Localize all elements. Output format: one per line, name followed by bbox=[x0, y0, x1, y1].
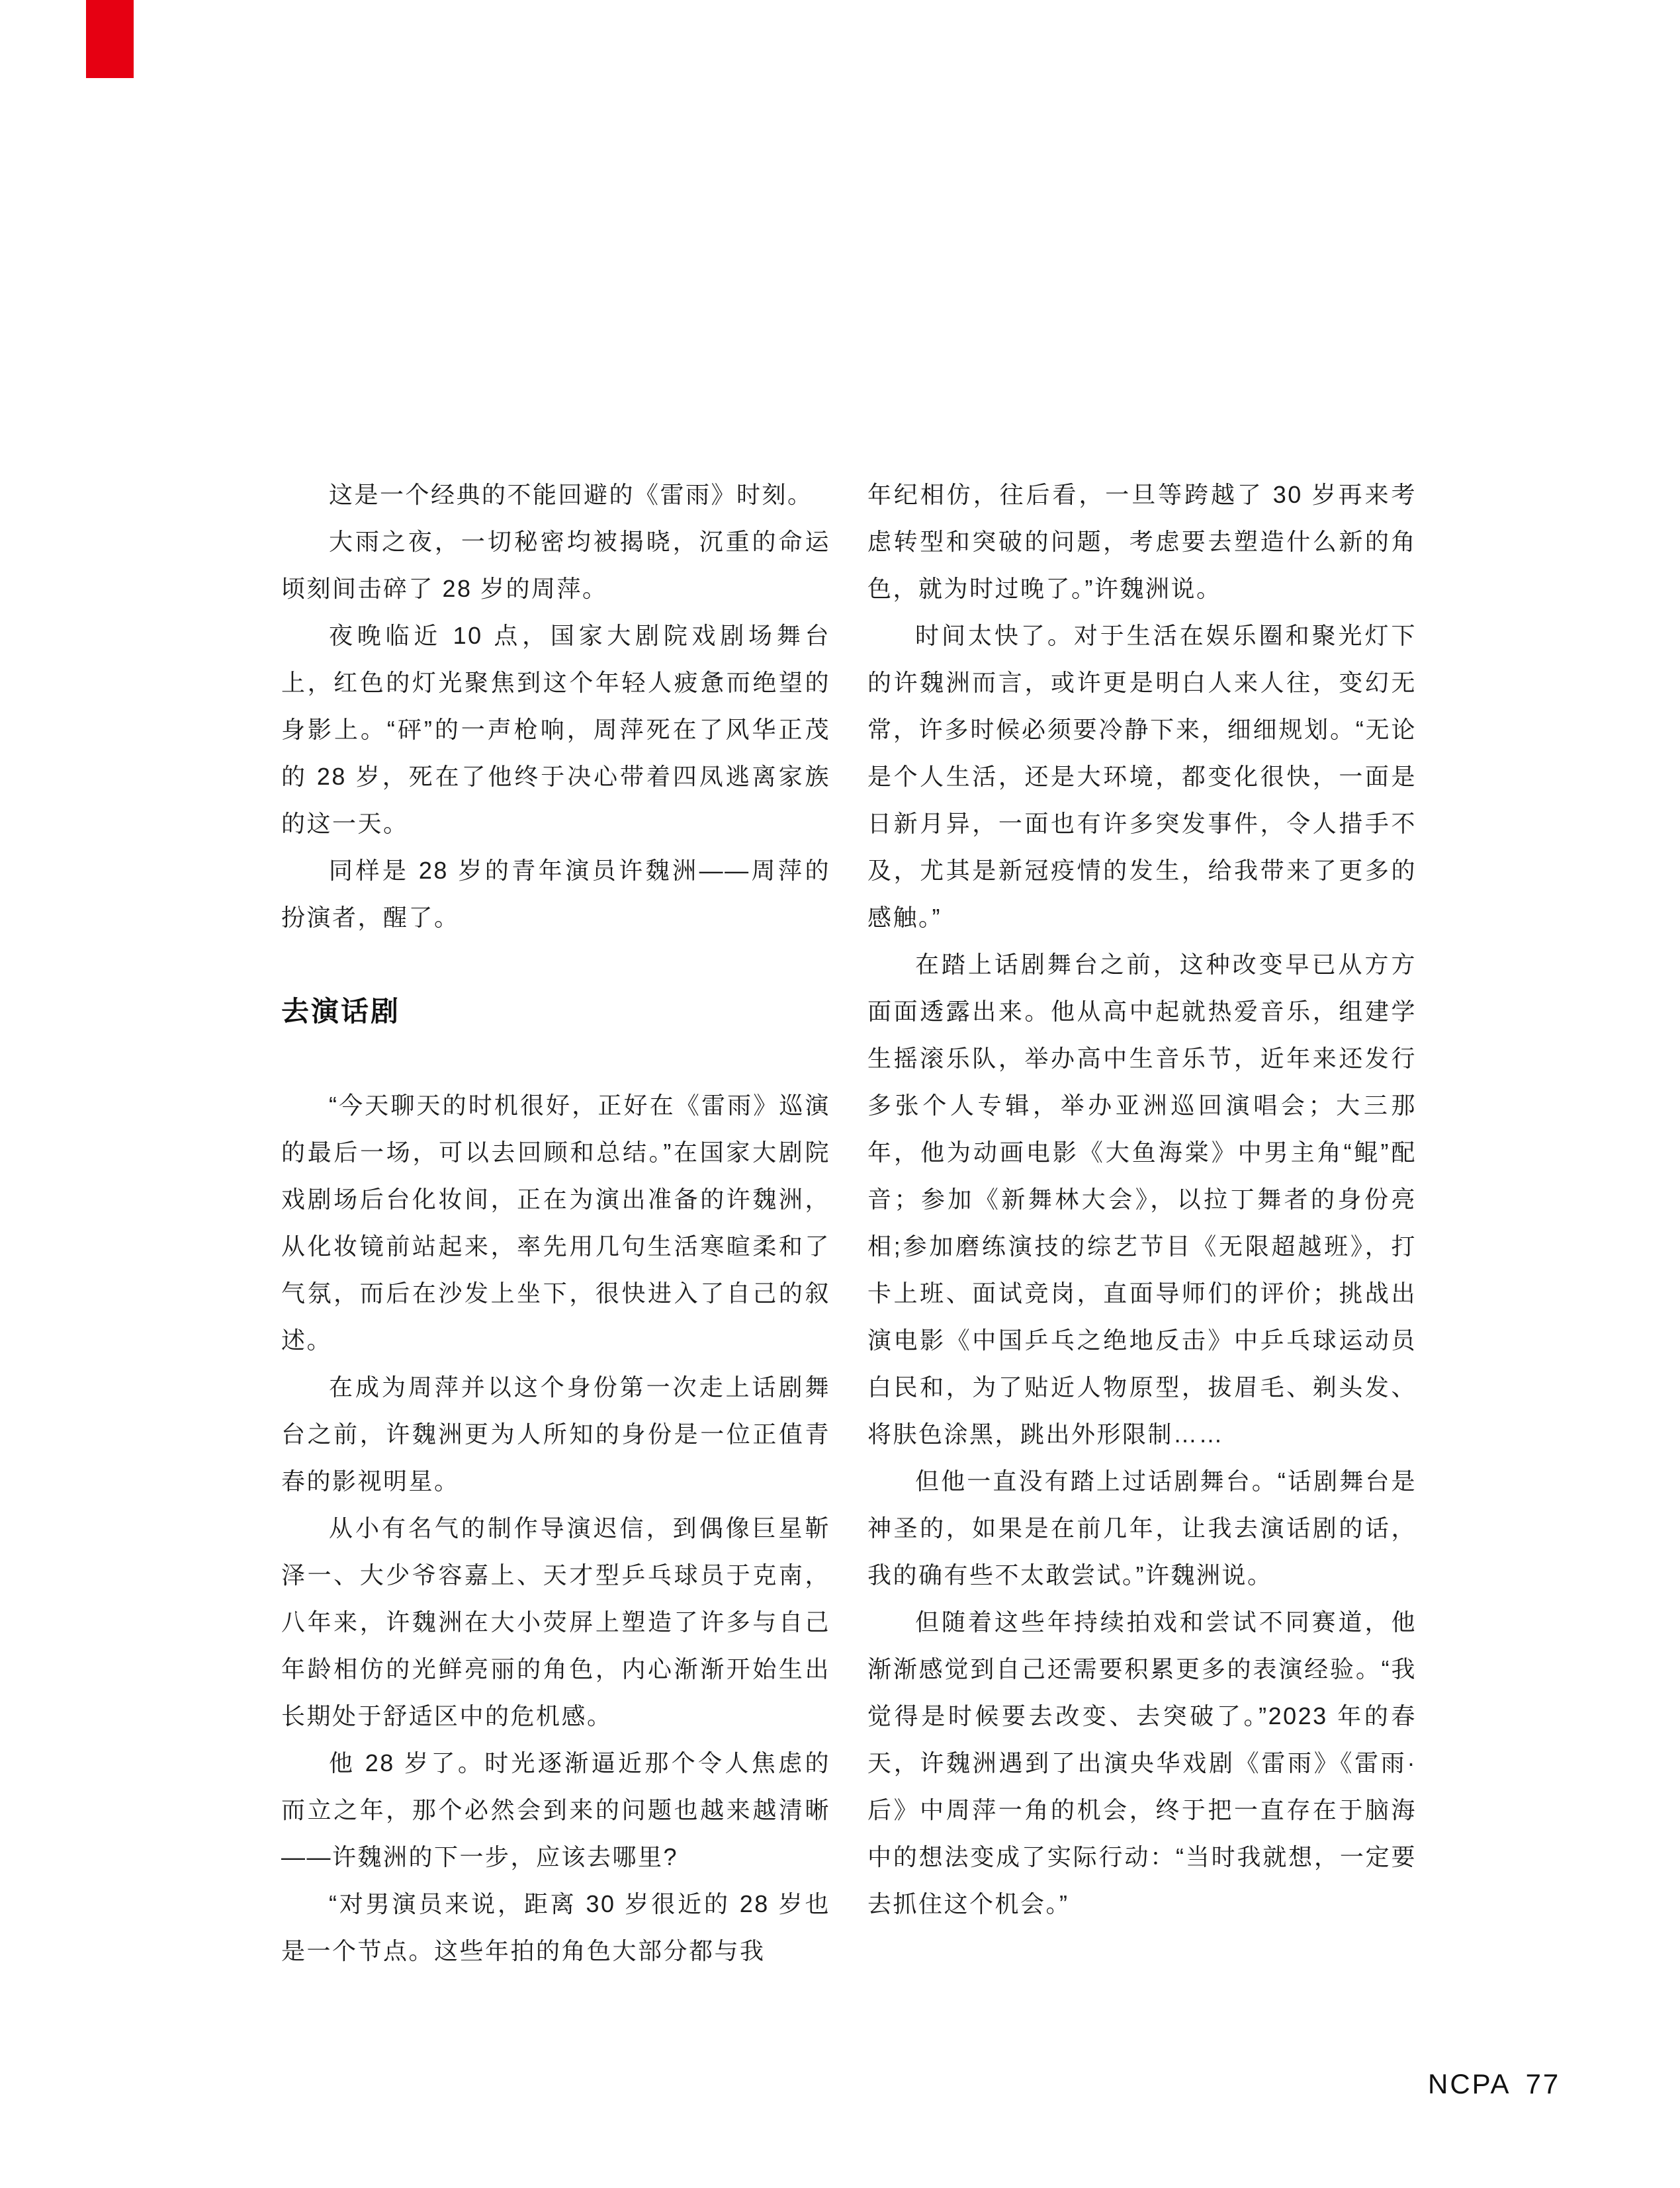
paragraph: 这是一个经典的不能回避的《雷雨》时刻。 bbox=[329, 481, 813, 508]
paragraph: “今天聊天的时机很好，正好在《雷雨》巡演的最后一场，可以去回顾和总结。”在国家大剧院戏剧场后台化妆间，正在为演出准备的许魏洲，从化妆镜前站起来，率先用几句生活寒暄柔和了气氛，而后在沙发上坐下，很快进入了自己的叙述。 bbox=[281, 1092, 830, 1354]
red-corner-mark bbox=[86, 0, 134, 78]
paragraph: 大雨之夜，一切秘密均被揭晓，沉重的命运顷刻间击碎了 28 岁的周萍。 bbox=[281, 528, 830, 602]
paragraph: 从小有名气的制作导演迟信，到偶像巨星靳泽一、大少爷容嘉上、天才型乒乓球员于克南，八年来，许魏洲在大小荧屏上塑造了许多与自己年龄相仿的光鲜亮丽的角色，内心渐渐开始生出长期处于舒适区中的危机感。 bbox=[281, 1514, 830, 1729]
paragraph: 但他一直没有踏上过话剧舞台。“话剧舞台是神圣的，如果是在前几年，让我去演话剧的话，我的确有些不太敢尝试。”许魏洲说。 bbox=[867, 1467, 1417, 1589]
paragraph: 在成为周萍并以这个身份第一次走上话剧舞台之前，许魏洲更为人所知的身份是一位正值青春的影视明星。 bbox=[281, 1374, 830, 1495]
paragraph: 夜晚临近 10 点，国家大剧院戏剧场舞台上，红色的灯光聚焦到这个年轻人疲惫而绝望的身影上。“砰”的一声枪响，周萍死在了风华正茂的 28 岁，死在了他终于决心带着四凤逃离家族的这一天。 bbox=[281, 622, 830, 837]
paragraph: 同样是 28 岁的青年演员许魏洲——周萍的扮演者，醒了。 bbox=[281, 857, 830, 931]
paragraph-continuation: 年纪相仿，往后看，一旦等跨越了 30 岁再来考虑转型和突破的问题，考虑要去塑造什么新的角色，就为时过晚了。”许魏洲说。 bbox=[867, 481, 1417, 602]
paragraph: 时间太快了。对于生活在娱乐圈和聚光灯下的许魏洲而言，或许更是明白人来人往，变幻无常，许多时候必须要冷静下来，细细规划。“无论是个人生活，还是大环境，都变化很快，一面是日新月异，一面也有许多突发事件，令人措手不及，尤其是新冠疫情的发生，给我带来了更多的感触。” bbox=[867, 622, 1417, 931]
paragraph: “对男演员来说，距离 30 岁很近的 28 岁也是一个节点。这些年拍的角色大部分都与我 bbox=[281, 1890, 830, 1964]
article-body bbox=[281, 471, 1417, 1974]
brand-label: NCPA bbox=[1428, 2068, 1511, 2099]
paragraph: 但随着这些年持续拍戏和尝试不同赛道，他渐渐感觉到自己还需要积累更多的表演经验。“我觉得是时候要去改变、去突破了。”2023 年的春天，许魏洲遇到了出演央华戏剧《雷雨》《雷雨·后》中周萍一角的机会，终于把一直存在于脑海中的想法变成了实际行动：“当时我就想，一定要去抓住这个机会。” bbox=[867, 1608, 1417, 1917]
right-column bbox=[867, 471, 1417, 1974]
paragraph: 在踏上话剧舞台之前，这种改变早已从方方面面透露出来。他从高中起就热爱音乐，组建学生摇滚乐队，举办高中生音乐节，近年来还发行多张个人专辑，举办亚洲巡回演唱会；大三那年，他为动画电影《大鱼海棠》中男主角“鲲”配音；参加《新舞林大会》，以拉丁舞者的身份亮相;参加磨练演技的综艺节目《无限超越班》，打卡上班、面试竞岗，直面导师们的评价；挑战出演电影《中国乒乓之绝地反击》中乒乓球运动员白民和，为了贴近人物原型，拔眉毛、剃头发、将肤色涂黑，跳出外形限制…… bbox=[867, 951, 1417, 1448]
page-number: 77 bbox=[1525, 2068, 1561, 2099]
paragraph: 他 28 岁了。时光逐渐逼近那个令人焦虑的而立之年，那个必然会到来的问题也越来越清晰——许魏洲的下一步，应该去哪里? bbox=[281, 1749, 830, 1870]
page-folio bbox=[1428, 2068, 1560, 2100]
section-heading: 去演话剧 bbox=[281, 996, 401, 1027]
left-column bbox=[281, 471, 830, 1974]
